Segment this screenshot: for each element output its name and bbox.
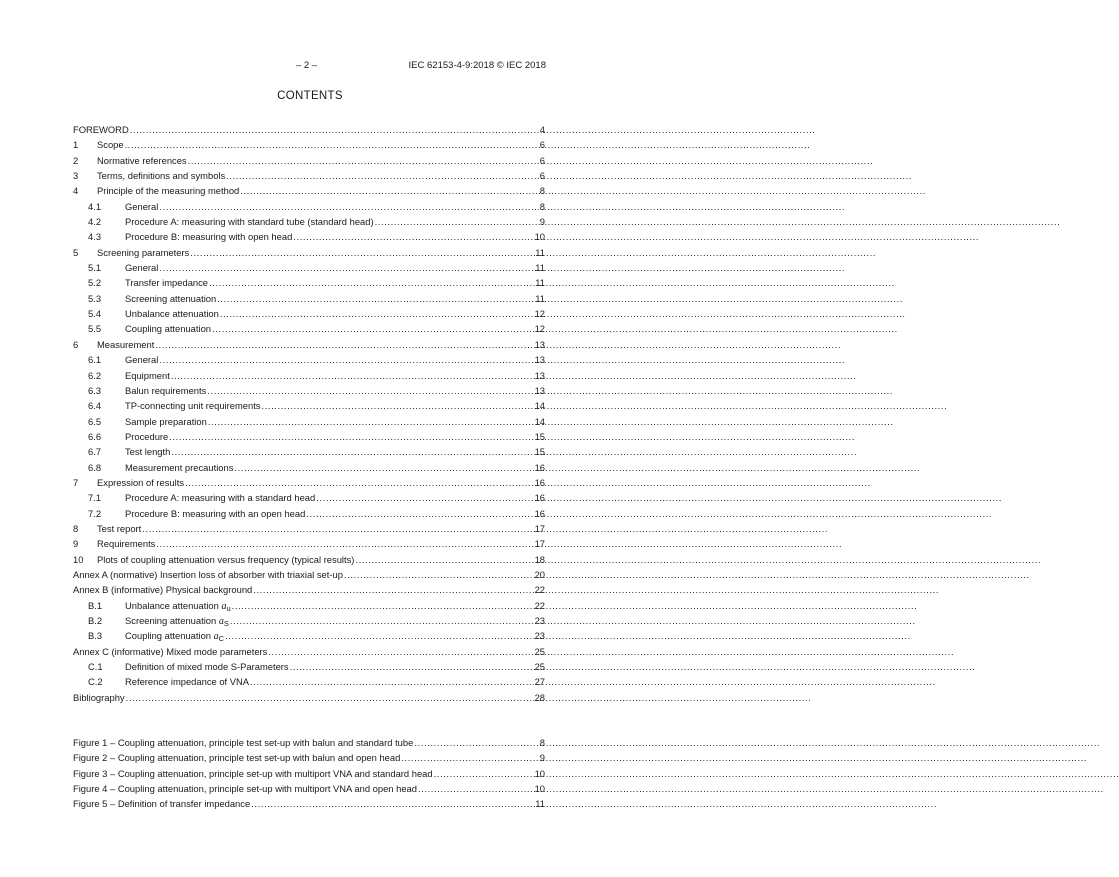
entry-page: 15 <box>534 430 545 442</box>
entry-label: Equipment <box>125 369 170 381</box>
entry-label: Annex C (informative) Mixed mode parameters <box>73 645 268 657</box>
toc-entry[interactable] <box>73 692 545 707</box>
entry-page: 12 <box>534 323 545 335</box>
toc-entry[interactable] <box>73 354 545 369</box>
toc-entry[interactable] <box>73 600 545 615</box>
entry-label: Definition of mixed mode S-Parameters <box>125 661 289 673</box>
entry-label: Figure 3 – Coupling attenuation, principle set-up with multiport VNA and standard head <box>73 767 433 779</box>
entry-number: 2 <box>73 154 79 166</box>
leader-dots <box>142 523 533 534</box>
entry-number: 6.4 <box>88 400 102 412</box>
entry-page: 6 <box>539 154 545 166</box>
entry-page: 15 <box>534 446 545 458</box>
entry-label: Expression of results <box>97 476 185 488</box>
entry-number: 10 <box>73 553 84 565</box>
toc-entry[interactable] <box>73 615 545 630</box>
leader-dots <box>250 676 534 687</box>
entry-number: 4 <box>73 185 79 197</box>
toc-entry[interactable] <box>73 262 545 277</box>
entry-number: 5.5 <box>88 323 102 335</box>
entry-page: 25 <box>534 661 545 673</box>
toc-entry[interactable] <box>73 155 545 170</box>
leader-dots <box>234 462 533 473</box>
entry-label: Measurement precautions <box>125 461 234 473</box>
entry-label: Coupling attenuation $a_C$ <box>125 630 225 644</box>
toc-entry[interactable] <box>73 446 545 461</box>
entry-label: Figure 4 – Coupling attenuation, principle set-up with multiport VNA and open head <box>73 783 417 795</box>
figure-entry[interactable] <box>73 737 545 752</box>
leader-dots <box>188 155 539 166</box>
leader-dots <box>217 293 534 304</box>
figure-entry[interactable] <box>73 768 545 783</box>
leader-dots <box>268 646 533 657</box>
entry-label: General <box>125 354 159 366</box>
standard-reference: IEC 62153-4-9:2018 © IEC 2018 <box>408 60 546 71</box>
entry-page: 14 <box>534 415 545 427</box>
entry-number: 6.5 <box>88 415 102 427</box>
table-of-contents <box>73 124 545 814</box>
entry-label: Requirements <box>97 538 156 550</box>
entry-number: 5.2 <box>88 277 102 289</box>
symbol: a <box>218 616 224 627</box>
entry-page: 8 <box>539 737 545 749</box>
leader-dots <box>156 538 533 549</box>
entry-page: 18 <box>534 553 545 565</box>
toc-entry[interactable] <box>73 492 545 507</box>
entry-number: 7.1 <box>88 492 102 504</box>
leader-dots <box>125 139 539 150</box>
entry-number: 6.2 <box>88 369 102 381</box>
entry-number: 8 <box>73 522 79 534</box>
entry-label: Test report <box>97 522 142 534</box>
leader-dots <box>207 385 533 396</box>
entry-label: Procedure <box>125 430 169 442</box>
figure-entry[interactable] <box>73 752 545 767</box>
toc-entry[interactable] <box>73 569 545 584</box>
entry-number: 6.7 <box>88 446 102 458</box>
toc-entry[interactable] <box>73 538 545 553</box>
entry-page: 13 <box>534 384 545 396</box>
entry-page: 6 <box>539 139 545 151</box>
entry-page: 11 <box>535 292 545 304</box>
toc-entry[interactable] <box>73 431 545 446</box>
toc-entry[interactable] <box>73 477 545 492</box>
toc-entry[interactable] <box>73 308 545 323</box>
entry-number: 6 <box>73 338 79 350</box>
leader-dots <box>306 508 533 519</box>
leader-dots <box>261 400 533 411</box>
entry-page: 13 <box>534 338 545 350</box>
leader-dots <box>226 170 539 181</box>
toc-entry[interactable] <box>73 370 545 385</box>
leader-dots <box>159 354 533 365</box>
entry-page: 23 <box>534 630 545 642</box>
entry-label: Coupling attenuation <box>125 323 212 335</box>
entry-number: 5.3 <box>88 292 102 304</box>
toc-entry[interactable] <box>73 400 545 415</box>
entry-number: B.1 <box>88 599 103 611</box>
leader-dots <box>355 554 533 565</box>
entry-page: 16 <box>534 492 545 504</box>
entry-label: Scope <box>97 139 124 151</box>
entry-number: 4.2 <box>88 216 102 228</box>
leader-dots <box>401 752 538 763</box>
entry-page: 6 <box>539 170 545 182</box>
entry-number: 5 <box>73 246 79 258</box>
leader-dots <box>251 798 534 809</box>
figure-entry[interactable] <box>73 783 545 798</box>
toc-entry[interactable] <box>73 385 545 400</box>
leader-dots <box>171 370 534 381</box>
entry-label: Unbalance attenuation $a_u$ <box>125 599 231 613</box>
symbol-subscript: S <box>223 619 229 628</box>
entry-number: 6.1 <box>88 354 102 366</box>
entry-label: Figure 2 – Coupling attenuation, principle test set-up with balun and open head <box>73 752 401 764</box>
entry-label: Annex A (normative) Insertion loss of absorber with triaxial set-up <box>73 568 343 580</box>
section-gap <box>73 707 545 737</box>
entry-page: 22 <box>534 599 545 611</box>
toc-entry[interactable] <box>73 323 545 338</box>
entry-label: Annex B (informative) Physical background <box>73 584 253 596</box>
entry-number: B.2 <box>88 615 103 626</box>
toc-entry[interactable] <box>73 554 545 569</box>
entry-page: 16 <box>534 476 545 488</box>
toc-entry[interactable] <box>73 231 545 246</box>
toc-entry[interactable] <box>73 584 545 599</box>
entry-number: 1 <box>73 139 79 151</box>
toc-entry[interactable] <box>73 661 545 676</box>
page-title: CONTENTS <box>277 90 343 102</box>
entry-number: 9 <box>73 538 79 550</box>
toc-entry[interactable] <box>73 216 545 231</box>
entry-label: Terms, definitions and symbols <box>97 170 226 182</box>
entry-page: 28 <box>534 691 545 703</box>
toc-entry[interactable] <box>73 185 545 200</box>
entry-page: 11 <box>535 798 545 810</box>
leader-dots <box>225 630 534 641</box>
leader-dots <box>240 185 539 196</box>
toc-entry[interactable] <box>73 630 545 645</box>
entry-page: 8 <box>539 185 545 197</box>
entry-label: Normative references <box>97 154 187 166</box>
leader-dots <box>159 262 534 273</box>
entry-number: 5.4 <box>88 308 102 320</box>
leader-dots <box>414 737 538 748</box>
entry-label: Procedure B: measuring with an open head <box>125 507 306 519</box>
toc-entry[interactable] <box>73 523 545 538</box>
entry-page: 9 <box>539 752 545 764</box>
page-number: – 2 – <box>296 60 318 71</box>
toc-entry[interactable] <box>73 124 545 139</box>
entry-label: Unbalance attenuation <box>125 308 219 320</box>
leader-dots <box>375 216 539 227</box>
toc-entry[interactable] <box>73 676 545 691</box>
entry-number: 3 <box>73 170 79 182</box>
entry-page: 11 <box>535 277 545 289</box>
symbol-subscript: C <box>218 634 225 644</box>
toc-entry[interactable] <box>73 339 545 354</box>
leader-dots <box>185 477 534 488</box>
entry-number: 7.2 <box>88 507 102 519</box>
leader-dots <box>155 339 533 350</box>
leader-dots <box>293 231 533 242</box>
leader-dots <box>169 431 533 442</box>
leader-dots <box>212 323 534 334</box>
entry-number: 6.6 <box>88 430 102 442</box>
leader-dots <box>232 600 534 611</box>
leader-dots <box>190 247 534 258</box>
symbol: a <box>213 631 219 643</box>
leader-dots <box>230 615 534 626</box>
entry-page: 11 <box>535 262 545 274</box>
leader-dots <box>208 416 534 427</box>
entry-page: 16 <box>534 507 545 519</box>
leader-dots <box>209 277 534 288</box>
leader-dots <box>290 661 534 672</box>
entry-page: 8 <box>539 200 545 212</box>
leader-dots <box>316 492 533 503</box>
entry-label: General <box>125 200 159 212</box>
symbol-subscript: u <box>226 603 231 613</box>
entry-page: 10 <box>534 767 545 779</box>
entry-page: 13 <box>534 354 545 366</box>
leader-dots <box>126 692 534 703</box>
leader-dots <box>159 201 538 212</box>
entry-page: 23 <box>534 615 545 626</box>
figure-entry[interactable] <box>73 798 545 813</box>
entry-page: 9 <box>539 216 545 228</box>
toc-entry[interactable] <box>73 646 545 661</box>
entry-label: Screening attenuation $a_S$ <box>125 615 229 628</box>
entry-label: Screening attenuation <box>125 292 217 304</box>
leader-dots <box>220 308 534 319</box>
leader-dots <box>253 584 533 595</box>
entry-number: 4.1 <box>88 200 102 212</box>
entry-page: 17 <box>534 538 545 550</box>
entry-label: TP-connecting unit requirements <box>125 400 261 412</box>
entry-label: Procedure A: measuring with a standard head <box>125 492 316 504</box>
toc-entry[interactable] <box>73 508 545 523</box>
entry-number: C.1 <box>88 661 103 673</box>
entry-number: 7 <box>73 476 79 488</box>
toc-entry[interactable] <box>73 293 545 308</box>
entry-page: 13 <box>534 369 545 381</box>
entry-label: General <box>125 262 159 274</box>
entry-number: 6.8 <box>88 461 102 473</box>
entry-label: Measurement <box>97 338 155 350</box>
entry-page: 20 <box>534 568 545 580</box>
entry-page: 17 <box>534 522 545 534</box>
entry-label: Screening parameters <box>97 246 190 258</box>
entry-label: Procedure A: measuring with standard tube (standard head) <box>125 216 374 228</box>
toc-entry[interactable] <box>73 416 545 431</box>
entry-label: Plots of coupling attenuation versus frequency (typical results) <box>97 553 355 565</box>
entry-label: Reference impedance of VNA <box>125 676 250 688</box>
entry-label: Principle of the measuring method <box>97 185 240 197</box>
leader-dots <box>171 446 533 457</box>
toc-entry[interactable] <box>73 139 545 154</box>
entry-page: 16 <box>534 461 545 473</box>
entry-page: 4 <box>539 124 545 135</box>
entry-page: 22 <box>534 584 545 596</box>
entry-label: Sample preparation <box>125 415 207 427</box>
entry-label: FOREWORD <box>73 124 129 135</box>
toc-entry[interactable] <box>73 277 545 292</box>
entry-number: 6.3 <box>88 384 102 396</box>
entry-label: Procedure B: measuring with open head <box>125 231 293 243</box>
entry-number: 5.1 <box>88 262 102 274</box>
leader-dots <box>344 569 534 580</box>
leader-dots <box>418 783 534 794</box>
entry-page: 11 <box>535 246 545 258</box>
entry-label: Figure 1 – Coupling attenuation, principle test set-up with balun and standard tube <box>73 737 414 749</box>
leader-dots <box>434 768 534 779</box>
leader-dots <box>130 124 539 135</box>
entry-label: Transfer impedance <box>125 277 209 289</box>
entry-page: 10 <box>534 231 545 243</box>
entry-number: C.2 <box>88 676 103 688</box>
symbol: a <box>221 600 227 612</box>
toc-entry[interactable] <box>73 462 545 477</box>
toc-entry[interactable] <box>73 170 545 185</box>
entry-number: B.3 <box>88 630 103 642</box>
toc-entry[interactable] <box>73 201 545 216</box>
entry-label: Test length <box>125 446 171 458</box>
toc-entry[interactable] <box>73 247 545 262</box>
entry-number: 4.3 <box>88 231 102 243</box>
entry-page: 25 <box>534 645 545 657</box>
entry-label: Figure 5 – Definition of transfer impedance <box>73 798 251 810</box>
entry-label: Balun requirements <box>125 384 207 396</box>
entry-page: 27 <box>534 676 545 688</box>
entry-label: Bibliography <box>73 691 125 703</box>
entry-page: 10 <box>534 783 545 795</box>
entry-page: 12 <box>534 308 545 320</box>
entry-page: 14 <box>534 400 545 412</box>
